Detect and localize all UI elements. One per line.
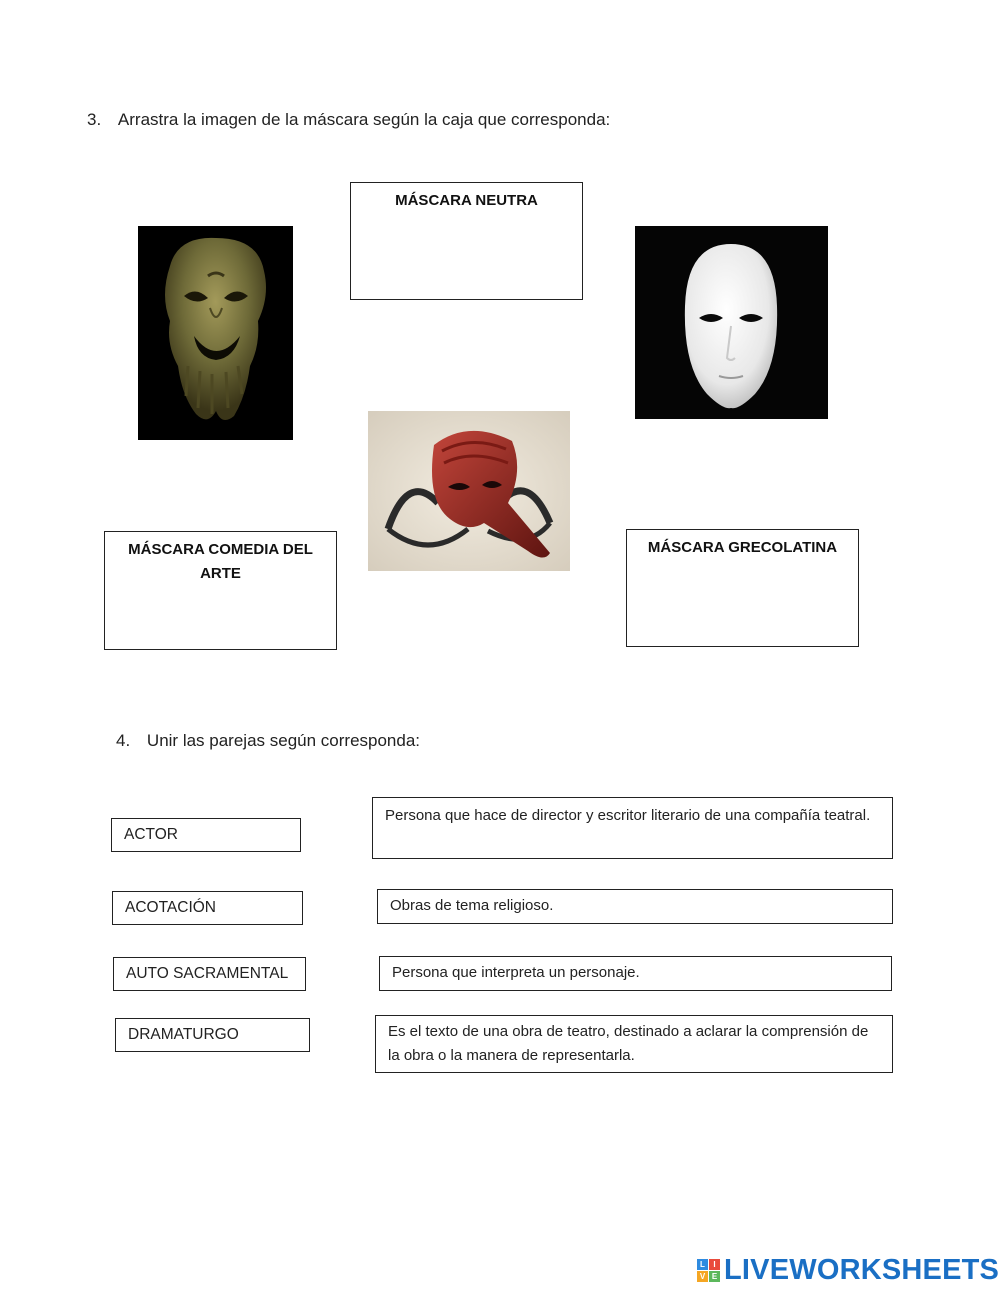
commedia-mask-image[interactable] [368, 411, 570, 571]
neutral-mask-image[interactable] [635, 226, 828, 419]
drop-box-mascara-neutra[interactable] [350, 182, 583, 300]
term-label: AUTO SACRAMENTAL [126, 965, 289, 982]
drop-box-label: MÁSCARA COMEDIA DEL ARTE [128, 541, 313, 582]
definition-2[interactable] [377, 889, 893, 924]
liveworksheets-logo [697, 1254, 999, 1287]
logo-square: L [697, 1259, 708, 1270]
question-3-number: 3. [87, 110, 102, 129]
question-4-number: 4. [116, 731, 131, 750]
term-acotacion[interactable] [112, 891, 303, 925]
definition-text: Es el texto de una obra de teatro, destinado a aclarar la comprensión de la obra o la manera de representarla. [388, 1023, 869, 1064]
term-actor[interactable] [111, 818, 301, 852]
drop-box-mascara-comedia[interactable] [104, 531, 337, 650]
definition-4[interactable] [375, 1015, 893, 1073]
greek-mask-icon [138, 226, 293, 440]
neutral-mask-icon [635, 226, 828, 419]
term-label: ACOTACIÓN [125, 899, 216, 916]
term-label: ACTOR [124, 826, 178, 843]
term-auto-sacramental[interactable] [113, 957, 306, 991]
definition-1[interactable] [372, 797, 893, 859]
greek-mask-image[interactable] [138, 226, 293, 440]
logo-wordmark: LIVEWORKSHEETS [724, 1254, 1000, 1286]
logo-square: I [709, 1259, 720, 1270]
definition-text: Persona que hace de director y escritor literario de una compañía teatral. [385, 807, 871, 824]
definition-3[interactable] [379, 956, 892, 991]
term-label: DRAMATURGO [128, 1026, 239, 1043]
question-3 [87, 110, 610, 130]
logo-square: V [697, 1271, 708, 1282]
drop-box-label: MÁSCARA NEUTRA [395, 192, 538, 209]
definition-text: Obras de tema religioso. [390, 897, 554, 914]
drop-box-label: MÁSCARA GRECOLATINA [647, 539, 838, 556]
logo-square: E [709, 1271, 720, 1282]
question-4-text: Unir las parejas según corresponda: [146, 731, 421, 750]
logo-squares-icon [697, 1259, 720, 1282]
definition-text: Persona que interpreta un personaje. [392, 964, 640, 981]
question-3-text: Arrastra la imagen de la máscara según la caja que corresponda: [117, 110, 611, 129]
commedia-mask-icon [368, 411, 570, 571]
term-dramaturgo[interactable] [115, 1018, 310, 1052]
drop-box-mascara-grecolatina[interactable] [626, 529, 859, 647]
question-4 [116, 731, 420, 751]
